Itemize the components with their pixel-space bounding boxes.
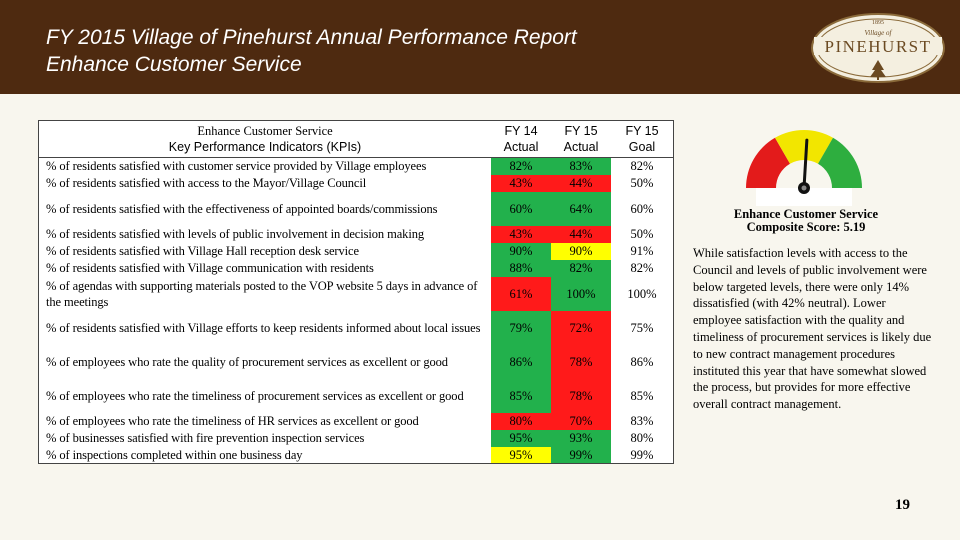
table-row [39, 413, 674, 430]
header-label-line-1: Enhance Customer Service [197, 124, 333, 138]
table-row [39, 260, 674, 277]
fy14-value: 43% [491, 175, 551, 192]
fy15-value: 100% [551, 277, 611, 311]
fy15-value: 99% [551, 447, 611, 464]
composite-line-1: Enhance Customer Service [733, 207, 879, 221]
header-fy15-goal: FY 15 Goal [611, 121, 674, 158]
goal-value: 86% [611, 345, 674, 379]
goal-value: 85% [611, 379, 674, 413]
logo-year: 1895 [872, 20, 884, 26]
commentary-text: While satisfaction levels with access to the Council and levels of public involvement were below targeted levels, there were only 14% dissatisfied (with 42% neutral). Lower employee satisfaction with the quality and timeliness of procurement services is likely due to new contract management procedures instituted this year that have somewhat slowed the process, but provides for more effective overall contract management. [693, 246, 932, 412]
fy15-value: 44% [551, 226, 611, 243]
fy14-value: 88% [491, 260, 551, 277]
kpi-label: % of residents satisfied with access to the Mayor/Village Council [46, 176, 367, 190]
table-row [39, 277, 674, 311]
fy15-value: 70% [551, 413, 611, 430]
table-row [39, 311, 674, 345]
fy14-value: 86% [491, 345, 551, 379]
table-header-row [39, 121, 674, 158]
table-row [39, 379, 674, 413]
header-fy15-actual: FY 15 Actual [551, 121, 611, 158]
header-kpi-label [39, 121, 492, 158]
header-bar [0, 0, 960, 94]
kpi-label: % of inspections completed within one business day [46, 447, 303, 462]
goal-value: 60% [611, 192, 674, 226]
table-row [39, 226, 674, 243]
kpi-label: % of employees who rate the timeliness of HR services as excellent or good [46, 414, 419, 428]
composite-score-label [690, 208, 922, 234]
table-row [39, 430, 674, 447]
fy14-value: 82% [491, 158, 551, 175]
fy15-value: 72% [551, 311, 611, 345]
table-row [39, 192, 674, 226]
fy14-value: 95% [491, 430, 551, 447]
goal-value: 91% [611, 243, 674, 260]
fy15-value: 82% [551, 260, 611, 277]
kpi-label: % of residents satisfied with levels of public involvement in decision making [46, 227, 424, 241]
logo-village-of: Village of [864, 29, 892, 37]
table-row [39, 158, 674, 175]
fy15-value: 83% [551, 158, 611, 175]
fy14-value: 80% [491, 413, 551, 430]
kpi-label: % of residents satisfied with customer service provided by Village employees [46, 159, 427, 174]
goal-value: 82% [611, 158, 674, 175]
kpi-label: % of businesses satisfied with fire prevention inspection services [46, 431, 365, 445]
fy14-value: 61% [491, 277, 551, 311]
table-row [39, 345, 674, 379]
fy15-value: 93% [551, 430, 611, 447]
title-line-2: Enhance Customer Service [46, 53, 302, 76]
header-label-line-2: Key Performance Indicators (KPIs) [168, 140, 362, 154]
composite-line-2: Composite Score: 5.19 [746, 220, 866, 234]
fy15-value: 78% [551, 379, 611, 413]
kpi-label: % of residents satisfied with the effectiveness of appointed boards/commissions [46, 201, 438, 216]
title-line-1: FY 2015 Village of Pinehurst Annual Performance Report [46, 26, 577, 49]
fy15-value: 44% [551, 175, 611, 192]
fy14-value: 95% [491, 447, 551, 464]
fy14-value: 43% [491, 226, 551, 243]
table-row [39, 175, 674, 192]
fy15-value: 64% [551, 192, 611, 226]
page-title [46, 24, 577, 78]
table-row [39, 447, 674, 464]
page-number: 19 [895, 497, 910, 513]
fy14-value: 79% [491, 311, 551, 345]
goal-value: 50% [611, 175, 674, 192]
goal-value: 99% [611, 447, 674, 464]
header-fy14-actual: FY 14 Actual [491, 121, 551, 158]
goal-value: 83% [611, 413, 674, 430]
fy14-value: 85% [491, 379, 551, 413]
fy14-value: 90% [491, 243, 551, 260]
composite-score-gauge [742, 122, 866, 208]
goal-value: 100% [611, 277, 674, 311]
kpi-table [38, 120, 674, 464]
pinehurst-logo [808, 10, 948, 86]
kpi-label: % of residents satisfied with Village communication with residents [46, 261, 374, 275]
kpi-label: % of employees who rate the quality of procurement services as excellent or good [46, 354, 448, 369]
goal-value: 82% [611, 260, 674, 277]
gauge-hub-highlight [802, 186, 807, 191]
goal-value: 50% [611, 226, 674, 243]
goal-value: 80% [611, 430, 674, 447]
table-row [39, 243, 674, 260]
fy15-value: 78% [551, 345, 611, 379]
kpi-label: % of employees who rate the timeliness of procurement services as excellent or good [46, 388, 464, 403]
fy15-value: 90% [551, 243, 611, 260]
kpi-label: % of residents satisfied with Village efforts to keep residents informed about local issues [46, 320, 481, 335]
logo-name: PINEHURST [824, 37, 932, 56]
kpi-label: % of residents satisfied with Village Hall reception desk service [46, 244, 359, 258]
kpi-label: % of agendas with supporting materials posted to the VOP website 5 days in advance of the meetings [46, 278, 478, 309]
goal-value: 75% [611, 311, 674, 345]
fy14-value: 60% [491, 192, 551, 226]
